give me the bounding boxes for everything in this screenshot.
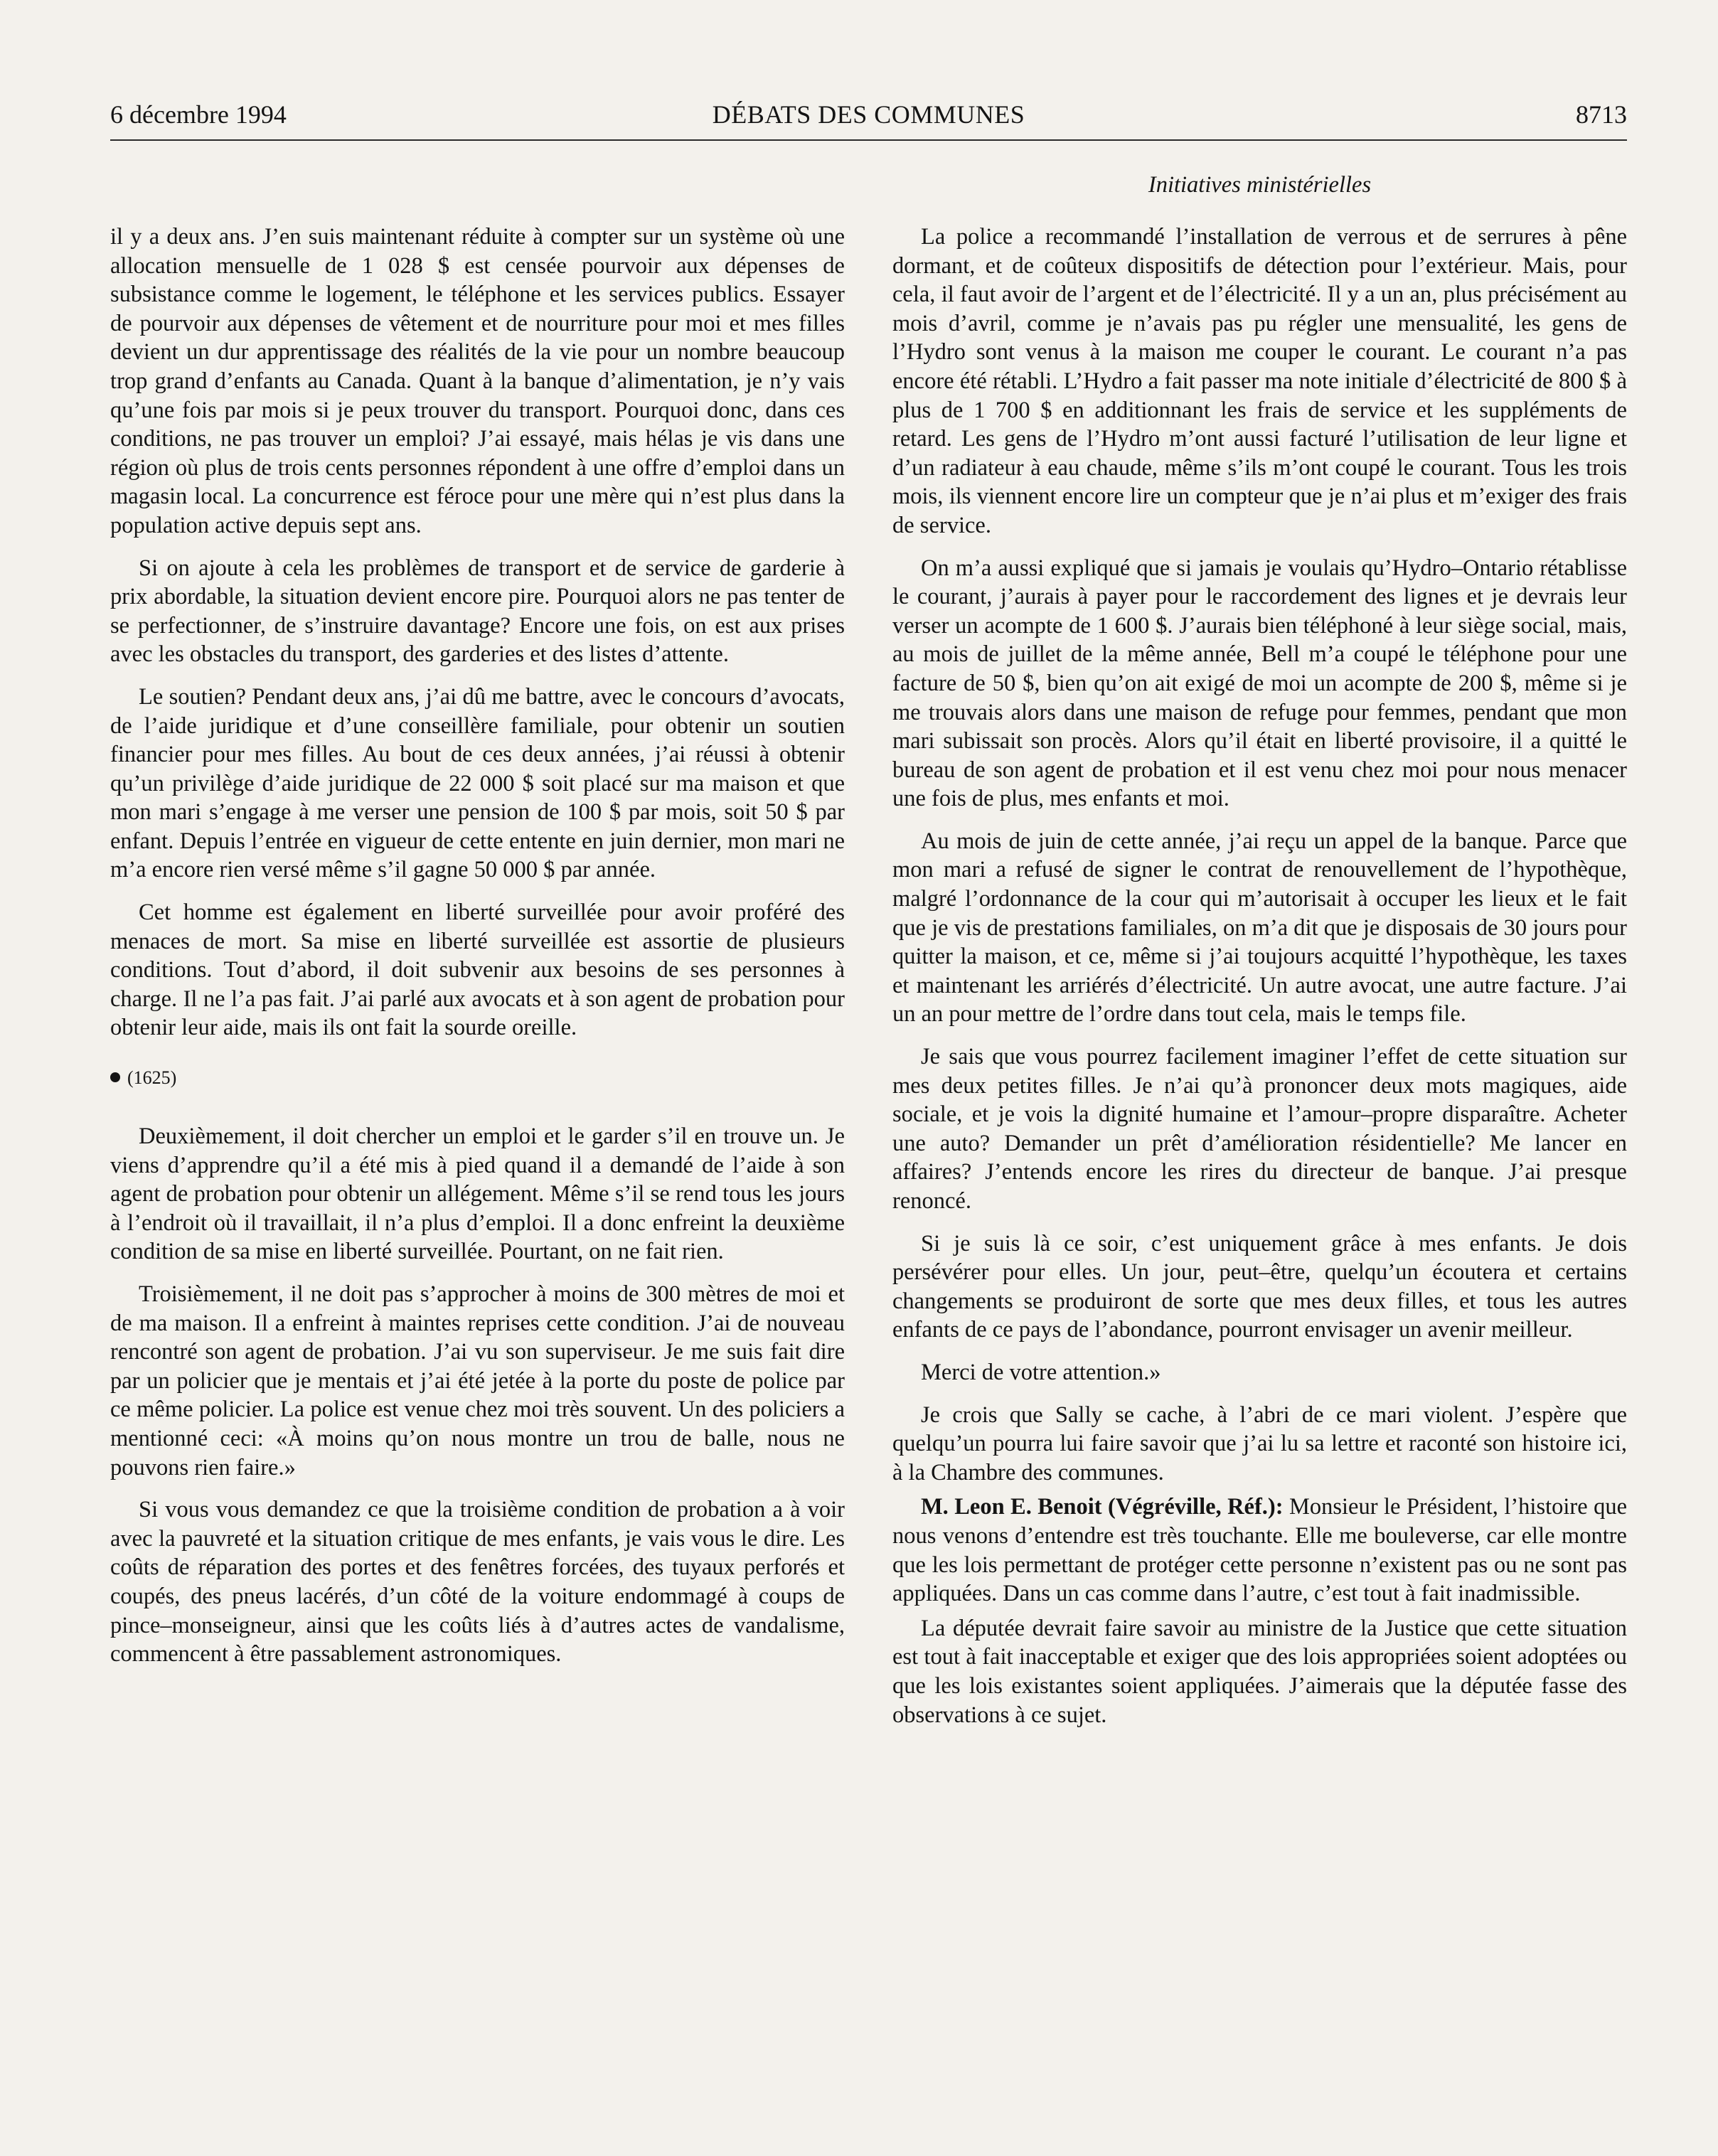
page-header bbox=[110, 100, 1627, 142]
header-rule bbox=[110, 139, 1627, 141]
time-marker-text: (1625) bbox=[127, 1067, 177, 1089]
right-paragraph-3: Au mois de juin de cette année, j’ai reçu un appel de la banque. Parce que mon mari a refusé de signer le contrat de renouvellement de l’hypothèque, malgré l’ordonnance de la cour qui m’autorisait à occuper les lieux et le fait que je vis de prestations familiales, on m’a dit que je disposais de 30 jours pour quitter la maison, et ce, même si j’ai toujours acquitté l’hypothèque, les taxes et maintenant les arriérés d’électricité. Un autre avocat, une autre facture. J’ai un an pour mettre de l’ordre dans tout cela, mais le temps file. bbox=[892, 828, 1627, 1028]
right-paragraph-6: Merci de votre attention.» bbox=[921, 1359, 1161, 1385]
right-paragraph-9: La députée devrait faire savoir au ministre de la Justice que cette situation est tout à fait inacceptable et exiger que des lois appropriées soient adoptées ou que les lois existantes soient appliquées. J’aimerais que la députée fasse des observations à ce sujet. bbox=[892, 1615, 1627, 1728]
header-page-number: 8713 bbox=[1576, 100, 1627, 129]
right-paragraph-5: Si je suis là ce soir, c’est uniquement grâce à mes enfants. Je dois persévérer pour elles. Un jour, peut–être, quelqu’un écoutera et certains changements se produiront de sorte que mes deux filles, et tous les autres enfants de ce pays de l’abondance, pourront envisager un avenir meilleur. bbox=[892, 1230, 1627, 1343]
left-paragraph-4: Cet homme est également en liberté surveillée pour avoir proféré des menaces de mort. Sa mise en liberté surveillée est assortie de plusieurs conditions. Tout d’abord, il doit subvenir aux besoins de ses personnes à charge. Il ne l’a pas fait. J’ai parlé aux avocats et à son agent de probation pour obtenir leur aide, mais ils ont fait la sourde oreille. bbox=[110, 900, 845, 1041]
header-date: 6 décembre 1994 bbox=[110, 100, 287, 129]
right-column bbox=[892, 223, 1627, 1743]
right-paragraph-4: Je sais que vous pourrez facilement imaginer l’effet de cette situation sur mes deux petites filles. Je n’ai qu’à prononcer deux mots magiques, aide sociale, et je vois la dignité humaine et l’amour–propre disparaître. Acheter une auto? Demander un prêt d’amélioration résidentielle? Me lancer en affaires? J’entends encore les rires du directeur de banque. J’ai presque renoncé. bbox=[892, 1044, 1627, 1214]
speaker-text: Monsieur le Président, l’histoire que nous venons d’entendre est très touchante. Elle me bouleverse, car elle montre que les lois permettant de protéger cette personne n’existent pas ou ne sont pas appliquées. Dans un cas comme dans l’autre, c’est tout à fait inadmissible. bbox=[892, 1494, 1627, 1607]
speaker-name: M. Leon E. Benoit (Végréville, Réf.): bbox=[921, 1494, 1284, 1520]
left-paragraph-7: Si vous vous demandez ce que la troisième condition de probation a à voir avec la pauvreté et la situation critique de mes enfants, je vais vous le dire. Les coûts de réparation des portes et des fenêtres forcées, des tuyaux perforés et coupés, des pneus lacérés, d’un côté de la voiture endommagé à coups de pince–monseigneur, ainsi que les coûts liés à d’autres actes de vandalisme, commencent à être passablement astronomiques. bbox=[110, 1497, 845, 1667]
left-paragraph-2: Si on ajoute à cela les problèmes de transport et de service de garderie à prix abordable, la situation devient encore pire. Pourquoi alors ne pas tenter de se perfectionner, de s’instruire davantage? Encore une fois, on est aux prises avec les obstacles du transport, des garderies et des listes d’attente. bbox=[110, 555, 845, 668]
right-paragraph-1: La police a recommandé l’installation de verrous et de serrures à pêne dormant, et de coûteux dispositifs de détection pour l’extérieur. Mais, pour cela, il faut avoir de l’argent et de l’électricité. Il y a un an, plus précisément au mois d’avril, comme je n’avais pas pu régler une mensualité, les gens de l’Hydro sont venus à la maison me couper le courant. Le courant n’a pas encore été rétabli. L’Hydro a fait passer ma note initiale d’électricité de 800 $ à plus de 1 700 $ en additionnant les frais de service et les suppléments de retard. Les gens de l’Hydro m’ont aussi facturé l’utilisation de leur ligne et d’un radiateur à eau chaude, même s’ils m’ont coupé le courant. Tous les trois mois, ils viennent encore lire un compteur que je n’ai plus et m’exiger des frais de service. bbox=[892, 224, 1627, 538]
right-paragraph-7: Je crois que Sally se cache, à l’abri de ce mari violent. J’espère que quelqu’un pourra lui faire savoir que j’ai lu sa lettre et raconté son histoire ici, à la Chambre des communes. bbox=[892, 1402, 1627, 1485]
left-paragraph-3: Le soutien? Pendant deux ans, j’ai dû me battre, avec le concours d’avocats, de l’aide juridique et d’une conseillère familiale, pour obtenir un soutien financier pour mes filles. Au bout de ces deux années, j’ai réussi à obtenir qu’un privilège d’aide juridique de 22 000 $ soit placé sur ma maison et que mon mari s’engage à me verser une pension de 100 $ par mois, soit 50 $ par enfant. Depuis l’entrée en vigueur de cette entente en juin dernier, mon mari ne m’a encore rien versé même s’il gagne 50 000 $ par année. bbox=[110, 683, 845, 883]
left-paragraph-1: il y a deux ans. J’en suis maintenant réduite à compter sur un système où une allocation mensuelle de 1 028 $ est censée pourvoir aux dépenses de subsistance comme le logement, le téléphone et les services publics. Essayer de pourvoir aux dépenses de vêtement et de nourriture pour moi et mes filles devient un dur apprentissage des réalités de la vie pour un nombre beaucoup trop grand d’enfants au Canada. Quant à la banque d’alimentation, je n’y vais qu’une fois par mois si je peux trouver du transport. Pourquoi donc, dans ces conditions, ne pas trouver un emploi? J’ai essayé, mais hélas je vis dans une région où plus de trois cents personnes répondent à une offre d’emploi dans un magasin local. La concurrence est féroce pour une mère qui n’est plus dans la population active depuis sept ans. bbox=[110, 224, 845, 538]
left-column bbox=[110, 223, 845, 1682]
section-label: Initiatives ministérielles bbox=[1148, 172, 1372, 198]
speaker-paragraph bbox=[892, 1493, 1627, 1608]
time-marker bbox=[110, 1064, 845, 1092]
bullet-icon bbox=[110, 1072, 120, 1082]
left-paragraph-6: Troisièmement, il ne doit pas s’approcher à moins de 300 mètres de moi et de ma maison. Il a enfreint à maintes reprises cette condition. J’ai de nouveau rencontré son agent de probation. J’ai vu son superviseur. Je me suis fait dire par un policier que je mentais et j’ai été jetée à la porte du poste de police par ce même policier. La police est venue chez moi très souvent. Un des policiers a mentionné ceci: «À moins qu’on nous montre un trou de balle, nous ne pouvons rien faire.» bbox=[110, 1281, 845, 1480]
left-paragraph-5: Deuxièmement, il doit chercher un emploi et le garder s’il en trouve un. Je viens d’apprendre qu’il a été mis à pied quand il a demandé de l’aide à son agent de probation pour obtenir un allégement. Même s’il se rend tous les jours à l’endroit où il travaillait, il n’a plus d’emploi. Il a donc enfreint la deuxième condition de sa mise en liberté surveillée. Pourtant, on ne fait rien. bbox=[110, 1124, 845, 1265]
header-title: DÉBATS DES COMMUNES bbox=[712, 100, 1025, 129]
right-paragraph-2: On m’a aussi expliqué que si jamais je voulais qu’Hydro–Ontario rétablisse le courant, j’aurais à payer pour le raccordement des lignes et je devrais leur verser un acompte de 1 600 $. J’aurais bien téléphoné à leur siège social, mais, au mois de juillet de la même année, Bell m’a coupé le téléphone pour une facture de 50 $, bien qu’on ait exigé de moi un acompte de 200 $, même si je me trouvais alors dans une maison de refuge pour femmes, pendant que mon mari subissait son procès. Alors qu’il était en liberté provisoire, il a quitté le bureau de son agent de probation et il est venu chez moi pour nous menacer une fois de plus, mes enfants et moi. bbox=[892, 555, 1627, 812]
